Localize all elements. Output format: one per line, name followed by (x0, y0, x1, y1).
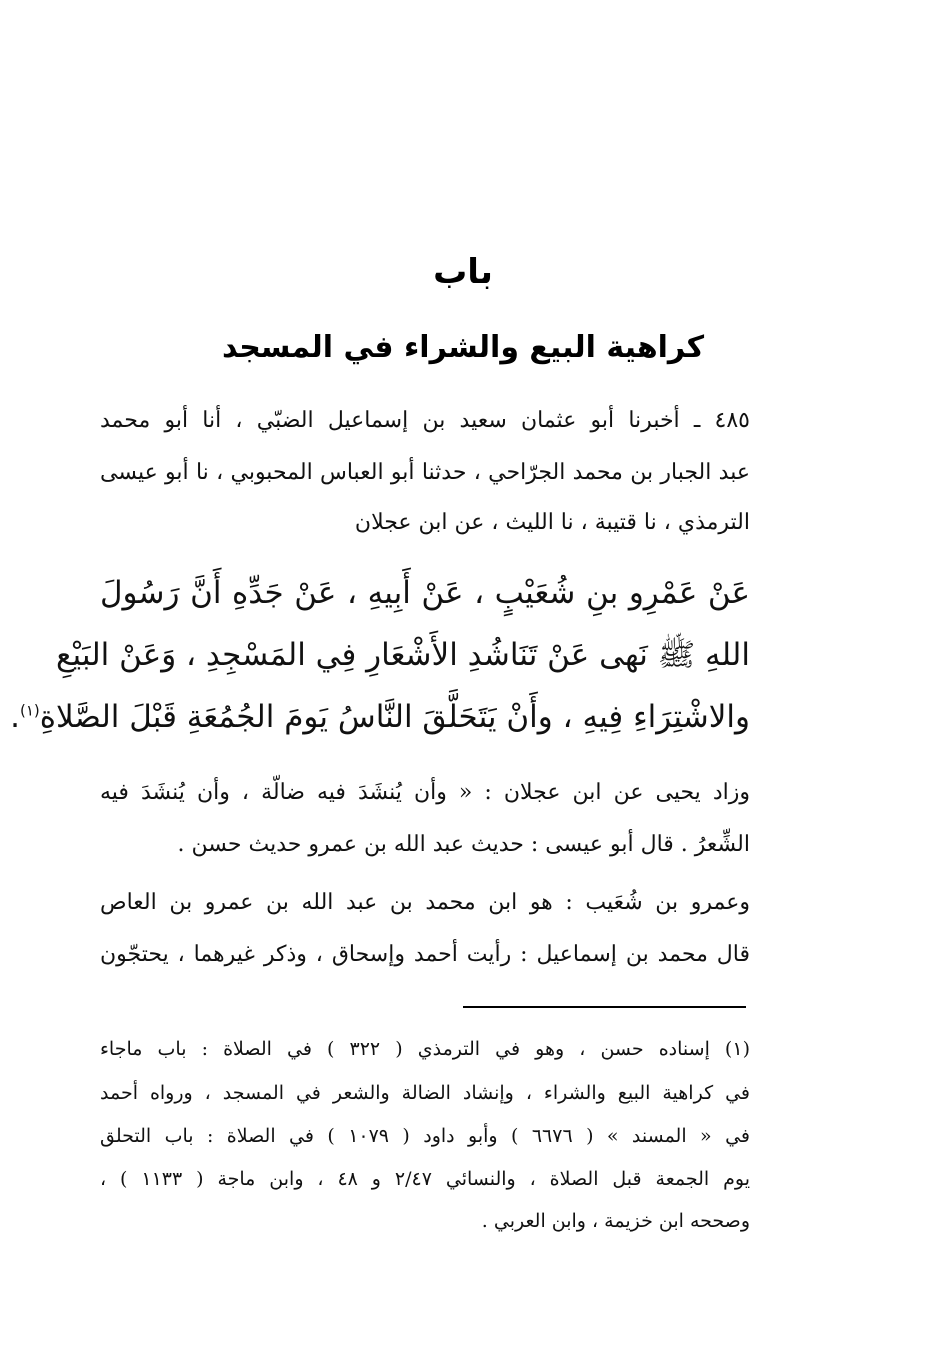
comment-line-2: قال محمد بن إسماعيل : رأيت أحمد وإسحاق ، وذكر غيرهما ، يحتجّون (100, 942, 750, 967)
footnote-line-4: يوم الجمعة قبل الصلاة ، والنسائي ٢/٤٧ و ٤٨ ، وابن ماجة ( ١١٣٣ ) ، (100, 1168, 750, 1190)
addition-line-2: الشِّعرُ . قال أبو عيسى : حديث عبد الله بن عمرو حديث حسن . (177, 832, 750, 857)
addition-line-1: وزاد يحيى عن ابن عجلان : « وأن يُنشَدَ فيه ضالّة ، وأن يُنشَدَ فيه (100, 780, 750, 805)
comment-line-1: وعمرو بن شُعَيب : هو ابن محمد بن عبد الله بن عمرو بن العاص (100, 890, 750, 915)
matn-line-1: عَنْ عَمْرِو بنِ شُعَيْبٍ ، عَنْ أَبِيهِ ، عَنْ جَدِّهِ أَنَّ رَسُولَ (100, 575, 750, 611)
footnote-line-1: (١) إسناده حسن ، وهو في الترمذي ( ٣٢٢ ) في الصلاة : باب ماجاء (100, 1038, 750, 1060)
footnote-line-3: في « المسند » ( ٦٦٧٦ ) وأبو داود ( ١٠٧٩ ) في الصلاة : باب التحلق (100, 1125, 750, 1147)
chain-line-1: ٤٨٥ ـ أخبرنا أبو عثمان سعيد بن إسماعيل الضبّي ، أنا أبو محمد (100, 408, 750, 433)
chain-line-2: عبد الجبار بن محمد الجرّاحي ، حدثنا أبو العباس المحبوبي ، نا أبو عيسى (100, 460, 750, 485)
chain-line-3: الترمذي ، نا قتيبة ، نا الليث ، عن ابن عجلان (354, 510, 750, 535)
footnote-line-5: وصححه ابن خزيمة ، وابن العربي . (481, 1210, 750, 1232)
matn-end-mark: . (10, 699, 20, 735)
footnote-divider (463, 1006, 746, 1008)
footnote-reference[interactable]: (١) (19, 701, 40, 720)
matn-line-2: اللهِ ﷺ نَهى عَنْ تَنَاشُدِ الأَشْعَارِ فِي المَسْجِدِ ، وَعَنْ البَيْعِ (55, 637, 750, 673)
matn-line-3-text: والاشْتِرَاءِ فِيهِ ، وأَنْ يَتَحَلَّقَ النَّاسُ يَومَ الجُمُعَةِ قَبْلَ الصَّلاةِ (39, 699, 750, 735)
footnote-line-2: في كراهية البيع والشراء ، وإنشاد الضالة والشعر في المسجد ، ورواه أحمد (100, 1082, 750, 1104)
chapter-title: كراهية البيع والشراء في المسجد (221, 330, 705, 365)
matn-line-3 (10, 699, 750, 735)
chapter-label: باب (433, 252, 493, 292)
